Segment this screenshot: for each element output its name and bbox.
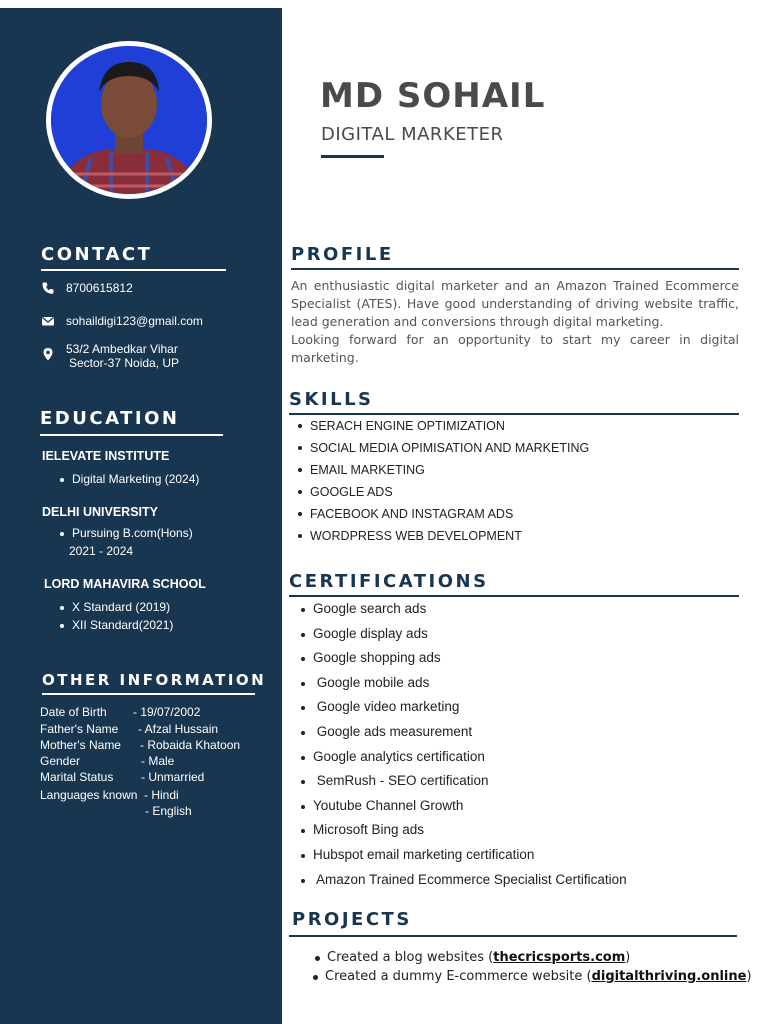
contact-phone: 8700615812 (66, 281, 133, 295)
education-item: XII Standard(2021) (72, 618, 174, 632)
certification-item: Google mobile ads (313, 675, 627, 700)
projects-title: PROJECTS (292, 909, 412, 930)
certifications-title: CERTIFICATIONS (289, 571, 489, 592)
certification-item: Youtube Channel Growth (313, 798, 627, 823)
contact-divider (41, 269, 226, 271)
education-item: X Standard (2019) (72, 600, 171, 614)
info-value: - Unmarried (141, 770, 205, 784)
contact-title: CONTACT (41, 244, 153, 265)
projects-divider (289, 935, 737, 937)
project-item (325, 969, 752, 988)
project-text: ) (625, 950, 631, 965)
info-label: Marital Status (40, 770, 114, 784)
info-value: - Hindi (144, 788, 179, 802)
profile-divider (291, 268, 739, 270)
info-label: Date of Birth (40, 705, 107, 719)
skill-item: GOOGLE ADS (310, 485, 589, 507)
education-institution-name: IELEVATE INSTITUTE (42, 449, 170, 463)
skills-title: SKILLS (289, 389, 374, 410)
profile-title: PROFILE (291, 244, 394, 265)
other-info-title: OTHER INFORMATION (42, 671, 267, 689)
info-value: - Male (141, 754, 175, 768)
education-item: Digital Marketing (2024) (72, 472, 200, 486)
contact-address-line1: 53/2 Ambedkar Vihar (66, 342, 178, 356)
info-label: Gender (40, 754, 81, 768)
info-value: - English (145, 804, 192, 818)
certifications-list (313, 601, 627, 896)
info-label: Mother's Name (40, 738, 121, 752)
project-link[interactable]: digitalthriving.online (591, 968, 747, 984)
contact-email: sohaildigi123@gmail.com (66, 314, 203, 328)
projects-list (327, 950, 752, 987)
contact-address-line2: Sector-37 Noida, UP (69, 356, 180, 370)
certifications-divider (289, 595, 739, 597)
certification-item: Google ads measurement (313, 724, 627, 749)
certification-item: Google shopping ads (313, 650, 627, 675)
profile-photo-frame (46, 41, 212, 199)
certification-item: Amazon Trained Ecommerce Specialist Certification (313, 872, 627, 897)
education-item: Pursuing B.com(Hons) (72, 526, 193, 540)
project-link[interactable]: thecricsports.com (493, 950, 626, 965)
info-value: - Robaida Khatoon (140, 738, 241, 752)
project-text: Created a dummy E-commerce website ( (325, 968, 592, 984)
project-text: ) (746, 968, 752, 984)
profile-summary: An enthusiastic digital marketer and an Amazon Trained Ecommerce Specialist (ATES). Have good understanding of driving website traffic, lead generation and conversions through digital marketing. (291, 278, 739, 329)
bullet-icon (60, 478, 64, 482)
name-underline (321, 155, 384, 158)
bullet-icon (60, 606, 64, 610)
certification-item: Google display ads (313, 626, 627, 651)
location-pin-icon (41, 347, 55, 361)
info-value: - Afzal Hussain (138, 722, 219, 736)
certification-item: Microsoft Bing ads (313, 822, 627, 847)
certification-item: Google analytics certification (313, 749, 627, 774)
profile-photo (51, 46, 207, 194)
other-info-divider (42, 693, 255, 695)
education-institution-name: LORD MAHAVIRA SCHOOL (44, 577, 206, 591)
education-divider (40, 434, 223, 436)
skill-item: EMAIL MARKETING (310, 463, 589, 485)
info-label: Father's Name (40, 722, 119, 736)
candidate-role: DIGITAL MARKETER (321, 124, 504, 145)
certification-item: Google video marketing (313, 699, 627, 724)
bullet-icon (60, 532, 64, 536)
mail-icon (41, 314, 55, 328)
profile-objective: Looking forward for an opportunity to start my career in digital marketing. (291, 332, 739, 365)
education-item-years: 2021 - 2024 (69, 544, 134, 558)
education-title: EDUCATION (40, 408, 180, 429)
sidebar (0, 8, 282, 1024)
info-value: - 19/07/2002 (133, 705, 201, 719)
skill-item: SOCIAL MEDIA OPIMISATION AND MARKETING (310, 441, 589, 463)
certification-item: SemRush - SEO certification (313, 773, 627, 798)
skills-list (310, 419, 589, 551)
skill-item: FACEBOOK AND INSTAGRAM ADS (310, 507, 589, 529)
skills-divider (289, 413, 739, 415)
skill-item: WORDPRESS WEB DEVELOPMENT (310, 529, 589, 551)
info-label: Languages known (40, 788, 138, 802)
skill-item: SERACH ENGINE OPTIMIZATION (310, 419, 589, 441)
phone-icon (41, 281, 55, 295)
project-item (327, 950, 752, 969)
bullet-icon (60, 624, 64, 628)
education-institution-name: DELHI UNIVERSITY (42, 505, 158, 519)
project-text: Created a blog websites ( (327, 950, 494, 965)
certification-item: Google search ads (313, 601, 627, 626)
candidate-name: MD SOHAIL (320, 76, 546, 116)
certification-item: Hubspot email marketing certification (313, 847, 627, 872)
